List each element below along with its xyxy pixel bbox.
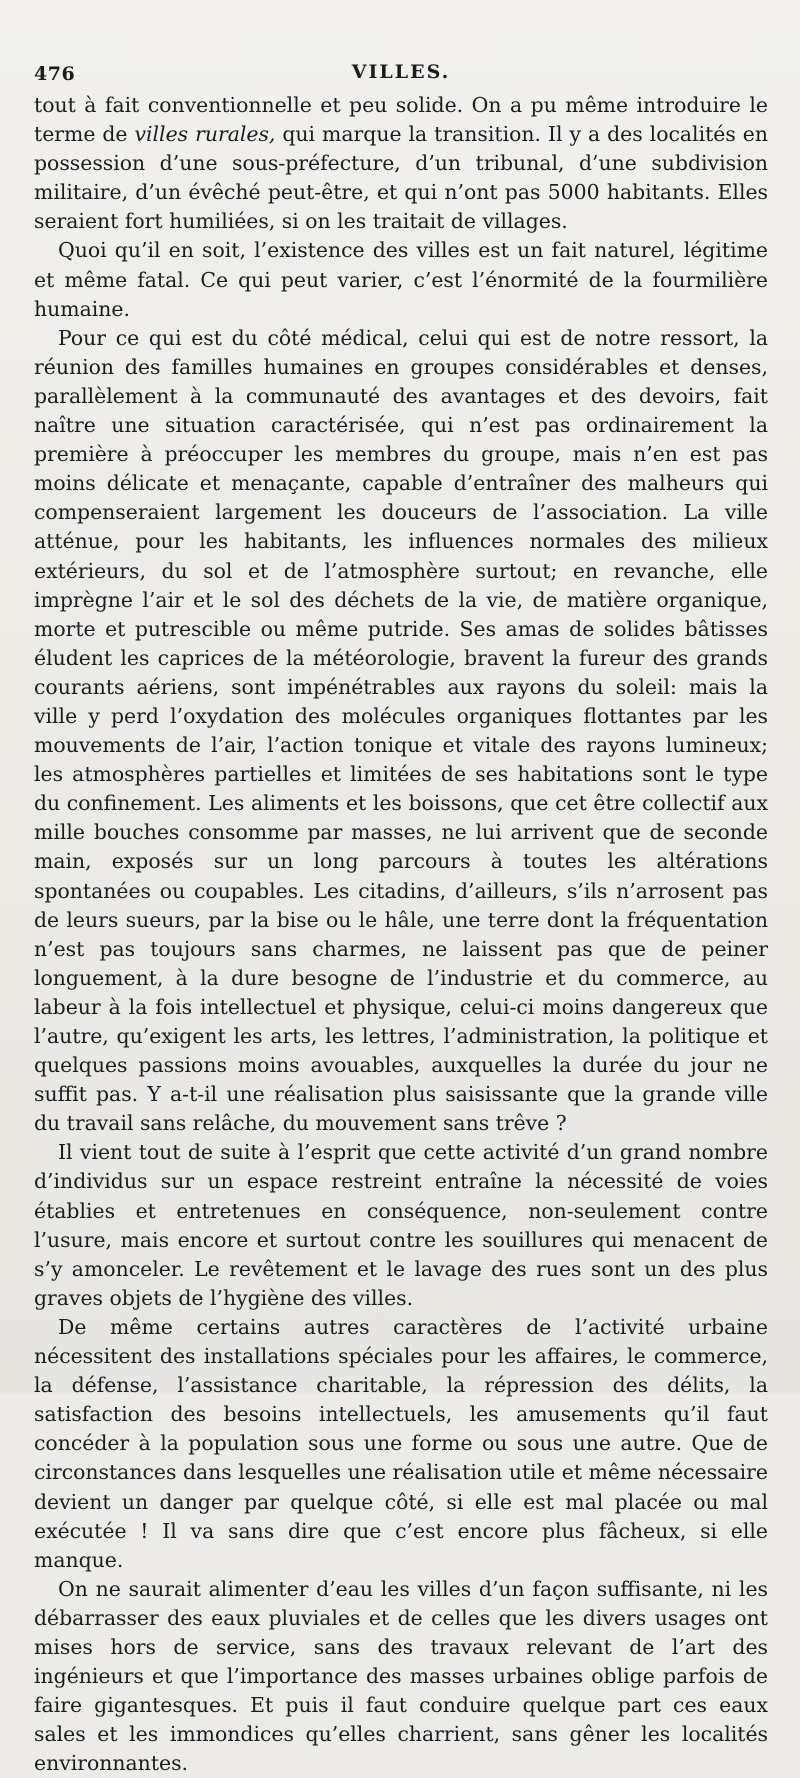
text-span: tout à fait conventionnelle et peu solide. On a pu même introduire le terme de xyxy=(34,93,768,147)
text-span: Pour ce qui est du côté médical, celui qui est de notre ressort, la réunion des familles humaines en groupes considérables et denses, parallèlement à la communauté des avantages et des devoirs, fait naître une situation caractérisée, qui n’est pas ordinairement la première à préoccuper les membres du groupe, mais n’en est pas moins délicate et menaçante, capable d’entraîner des malheurs qui compenseraient largement les douceurs de l’association. La ville atténue, pour les habitants, les influences normales des milieux extérieurs, du sol et de l’atmosphère surtout; en revanche, elle imprègne l’air et le sol des déchets de la vie, de matière organique, morte et putrescible ou même putride. Ses amas de solides bâtisses éludent les caprices de la météorologie, bravent la fureur des grands courants aériens, sont impénétrables aux rayons du soleil: mais la ville y perd l’oxydation des molécules organiques flottantes par les mouvements de l’air, l’action tonique et vitale des rayons lumineux; les atmosphères partielles et limitées de ses habitations sont le type du confinement. Les aliments et les boissons, que cet être collectif aux mille bouches consomme par masses, ne lui arrivent que de seconde main, exposés sur un long parcours à toutes les altérations spontanées ou coupables. Les citadins, d’ailleurs, s’ils n’arrosent pas de leurs sueurs, par la bise ou le hâle, une terre dont la fréquentation n’est pas toujours sans charmes, ne laissent pas que de peiner longuement, à la dure besogne de l’industrie et du commerce, au labeur à la fois intellectuel et physique, celui-ci moins dangereux que l’autre, qu’exigent les arts, les lettres, l’administration, la politique et quelques passions moins avouables, auxquelles la durée du jour ne suffit pas. Y a-t-il une réalisation plus saisissante que la grande ville du travail sans relâche, du mouvement sans trêve ? xyxy=(34,325,768,1136)
running-title: VILLES. xyxy=(351,61,451,83)
text-span: Quoi qu’il en soit, l’existence des villes est un fait naturel, légitime et même fatal. Ce qui peut varier, c’est l’énormité de la fourmilière humaine. xyxy=(34,238,768,321)
paragraph xyxy=(34,236,768,323)
text-span: Il vient tout de suite à l’esprit que cette activité d’un grand nombre d’individus sur un espace restreint entraîne la nécessité de voies établies et entretenues en conséquence, non-seulement contre l’usure, mais encore et surtout contre les souillures qui menacent de s’y amonceler. Le revêtement et le lavage des rues sont un des plus graves objets de l’hygiène des villes. xyxy=(34,1140,768,1310)
text-span: De même certains autres caractères de l’activité urbaine nécessitent des installations spéciales pour les affaires, le commerce, la défense, l’assistance charitable, la répression des délits, la satisfaction des besoins intellectuels, les amusements qu’il faut concéder à la population sous une forme ou sous une autre. Que de circonstances dans lesquelles une réalisation utile et même nécessaire devient un danger par quelque côté, si elle est mal placée ou mal exécutée ! Il va sans dire que c’est encore plus fâcheux, si elle manque. xyxy=(34,1314,768,1572)
italic-term: villes rurales, xyxy=(134,122,276,147)
paragraph xyxy=(34,1575,768,1778)
body-text xyxy=(34,91,768,1778)
page-number: 476 xyxy=(34,63,76,85)
text-span: On ne saurait alimenter d’eau les villes d’un façon suffisante, ni les débarrasser des eaux pluviales et de celles que les divers usages ont mises hors de service, sans des travaux relevant de l’art des ingénieurs et que l’importance des masses urbaines oblige parfois de faire gigantesques. Et puis il faut conduire quelque part ces eaux sales et les immondices qu’elles charrient, sans gêner les localités environnantes. xyxy=(34,1576,768,1776)
paragraph xyxy=(34,91,768,236)
paragraph xyxy=(34,1138,768,1313)
text-span: qui marque la transition. Il y a des localités en possession d’une sous-préfecture, d’un tribunal, d’une subdivision militaire, d’un évêché peut-être, et qui n’ont pas 5000 habitants. Elles seraient fort humiliées, si on les traitait de villages. xyxy=(34,122,768,234)
paragraph xyxy=(34,1313,768,1575)
paragraph xyxy=(34,324,768,1139)
running-head xyxy=(34,55,768,91)
